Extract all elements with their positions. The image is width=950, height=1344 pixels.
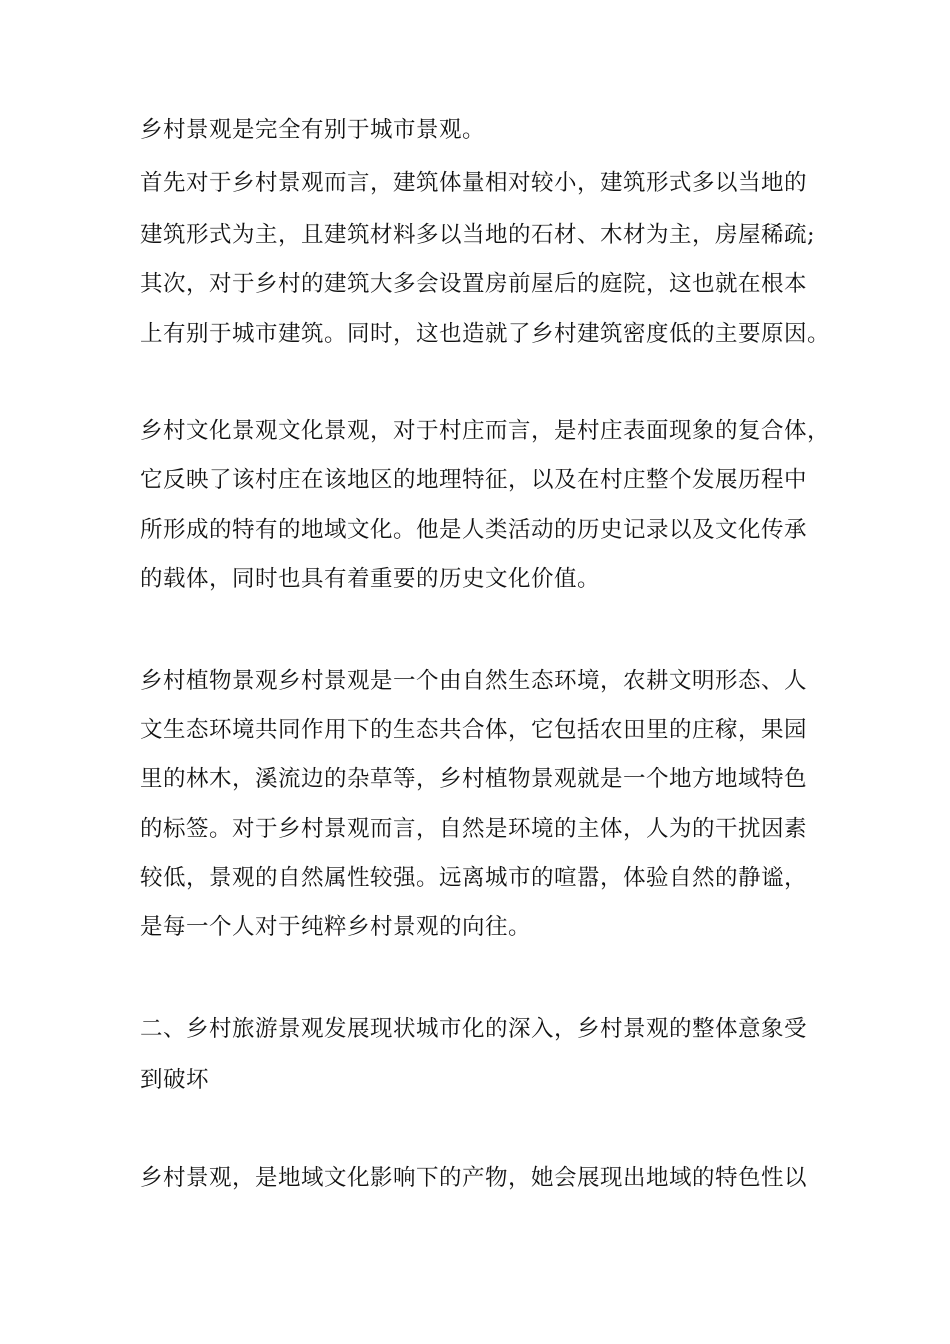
paragraph-3-line-1: 乡村植物景观乡村景观是一个由自然生态环境，农耕文明形态、人 — [140, 668, 808, 694]
paragraph-3-line-2: 文生态环境共同作用下的生态共合体，它包括农田里的庄稼，果园 — [140, 717, 808, 743]
paragraph-1-line-4: 其次，对于乡村的建筑大多会设置房前屋后的庭院，这也就在根本 — [140, 271, 808, 297]
paragraph-2-line-1: 乡村文化景观文化景观，对于村庄而言，是村庄表面现象的复合体， — [140, 418, 831, 444]
section-heading-line-1: 二、乡村旅游景观发展现状城市化的深入，乡村景观的整体意象受 — [140, 1016, 808, 1042]
paragraph-2-line-3: 所形成的特有的地域文化。他是人类活动的历史记录以及文化传承 — [140, 517, 808, 543]
paragraph-3-line-6: 是每一个人对于纯粹乡村景观的向往。 — [140, 914, 532, 940]
paragraph-1-line-1: 乡村景观是完全有别于城市景观。 — [140, 117, 486, 143]
paragraph-4-line-1: 乡村景观，是地域文化影响下的产物，她会展现出地域的特色性以 — [140, 1165, 808, 1191]
paragraph-1-line-3: 建筑形式为主，且建筑材料多以当地的石材、木材为主，房屋稀疏; — [140, 222, 816, 248]
paragraph-2-line-4: 的载体，同时也具有着重要的历史文化价值。 — [140, 566, 601, 592]
paragraph-1-line-2: 首先对于乡村景观而言，建筑体量相对较小，建筑形式多以当地的 — [140, 170, 808, 196]
paragraph-3-line-5: 较低，景观的自然属性较强。远离城市的喧嚣，体验自然的静谧， — [140, 865, 808, 891]
section-heading-line-2: 到破坏 — [140, 1067, 210, 1093]
paragraph-3-line-3: 里的林木，溪流边的杂草等，乡村植物景观就是一个地方地域特色 — [140, 766, 808, 792]
paragraph-1-line-5: 上有别于城市建筑。同时，这也造就了乡村建筑密度低的主要原因。 — [140, 321, 831, 347]
paragraph-2-line-2: 它反映了该村庄在该地区的地理特征，以及在村庄整个发展历程中 — [140, 467, 808, 493]
paragraph-3-line-4: 的标签。对于乡村景观而言，自然是环境的主体，人为的干扰因素 — [140, 816, 808, 842]
